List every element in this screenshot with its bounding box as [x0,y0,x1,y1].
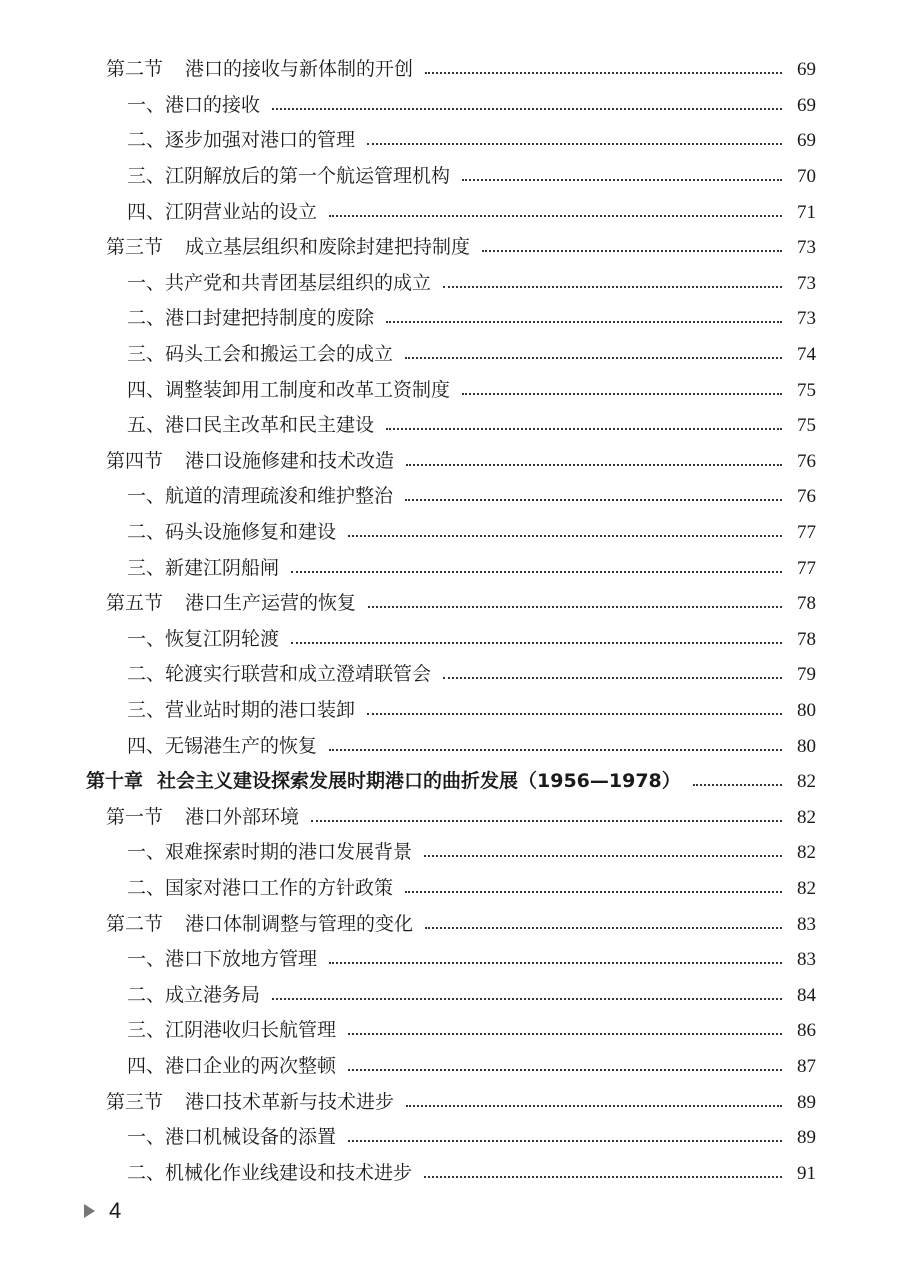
toc-page-number: 89 [797,1127,816,1149]
toc-entry-title: 一、艰难探索时期的港口发展背景 [127,841,413,864]
toc-entry-title: 成立基层组织和废除封建把持制度 [185,236,471,259]
toc-entry-title: 五、港口民主改革和民主建设 [127,414,375,437]
toc-entry-title: 二、成立港务局 [127,983,261,1006]
toc-item-row[interactable] [0,550,900,586]
dot-leader [693,783,782,786]
dot-leader [348,1068,782,1071]
toc-item-row[interactable] [0,1120,900,1156]
toc-entry-number: 第一节 [106,805,164,828]
toc-entry-title: 港口外部环境 [185,805,300,828]
dot-leader [462,178,782,181]
dot-leader [405,890,782,893]
toc-item-row[interactable] [0,301,900,337]
toc-item-row[interactable] [0,266,900,302]
toc-entry-title: 二、轮渡实行联营和成立澄靖联管会 [127,663,432,686]
dot-leader [405,498,782,501]
toc-page-number: 73 [797,308,816,330]
toc-entry-title: 一、共产党和共青团基层组织的成立 [127,271,432,294]
dot-leader [406,1104,782,1107]
toc-entry-title: 港口技术革新与技术进步 [185,1090,395,1113]
toc-entry-title: 港口设施修建和技术改造 [185,449,395,472]
toc-item-row[interactable] [0,515,900,551]
toc-entry-title: 三、码头工会和搬运工会的成立 [127,343,394,366]
toc-entry-title: 三、江阴港收归长航管理 [127,1019,337,1042]
toc-item-row[interactable] [0,123,900,159]
toc-page-number: 73 [797,237,816,259]
toc-entry-number: 第二节 [106,58,164,81]
dot-leader [311,819,782,822]
toc-item-row[interactable] [0,728,900,764]
toc-entry-title: 三、新建江阴船闸 [127,556,280,579]
toc-page-number: 71 [797,201,816,223]
toc-item-row[interactable] [0,88,900,124]
dot-leader [348,1139,782,1142]
toc-page-number: 87 [797,1055,816,1077]
dot-leader [425,71,782,74]
toc-page-number: 86 [797,1020,816,1042]
toc-page-number: 78 [797,593,816,615]
dot-leader [386,427,782,430]
toc-entry-number: 第五节 [106,592,164,615]
toc-item-row[interactable] [0,942,900,978]
toc-page-number: 77 [797,522,816,544]
toc-page-number: 82 [797,877,816,899]
toc-entry-title: 四、无锡港生产的恢复 [127,734,318,757]
dot-leader [386,320,782,323]
page-number: 4 [109,1198,122,1223]
triangle-right-icon [84,1204,95,1218]
dot-leader [406,463,782,466]
toc-page-number: 82 [797,842,816,864]
toc-page-number: 69 [797,94,816,116]
toc-page-number: 84 [797,984,816,1006]
toc-entry-number: 第三节 [106,1090,164,1113]
toc-page-number: 82 [797,806,816,828]
toc-section-row[interactable] [0,230,900,266]
dot-leader [443,285,782,288]
toc-item-row[interactable] [0,657,900,693]
dot-leader [291,641,782,644]
toc-item-row[interactable] [0,1155,900,1191]
toc-page-number: 82 [797,771,816,793]
toc-page-number: 76 [797,450,816,472]
toc-item-row[interactable] [0,1013,900,1049]
toc-section-row[interactable] [0,52,900,88]
toc-page-number: 79 [797,664,816,686]
toc-entry-title: 港口生产运营的恢复 [185,592,357,615]
toc-entry-title: 港口的接收与新体制的开创 [185,58,414,81]
toc-entry-title: 四、江阴营业站的设立 [127,200,318,223]
toc-item-row[interactable] [0,194,900,230]
dot-leader [424,854,782,857]
dot-leader [291,570,782,573]
toc-entry-title: 三、营业站时期的港口装卸 [127,698,356,721]
toc-page-number: 75 [797,379,816,401]
dot-leader [348,534,782,537]
toc-section-row[interactable] [0,906,900,942]
toc-page-number: 69 [797,130,816,152]
dot-leader [367,712,782,715]
toc-page-number: 70 [797,166,816,188]
toc-section-row[interactable] [0,799,900,835]
dot-leader [368,605,782,608]
dot-leader [367,142,782,145]
dot-leader [405,356,782,359]
toc-entry-number: 第三节 [106,236,164,259]
toc-page-number: 91 [797,1162,816,1184]
table-of-contents [0,52,900,1191]
toc-page-number: 74 [797,344,816,366]
dot-leader [272,997,782,1000]
toc-chapter-row[interactable] [0,764,900,800]
dot-leader [329,961,782,964]
dot-leader [443,676,782,679]
toc-item-row[interactable] [0,871,900,907]
toc-page-number: 83 [797,949,816,971]
toc-page-number: 80 [797,699,816,721]
dot-leader [329,214,782,217]
dot-leader [425,926,782,929]
toc-item-row[interactable] [0,159,900,195]
toc-section-row[interactable] [0,444,900,480]
toc-item-row[interactable] [0,408,900,444]
toc-entry-title: 三、江阴解放后的第一个航运管理机构 [127,165,451,188]
toc-entry-title: 四、调整装卸用工制度和改革工资制度 [127,378,451,401]
toc-item-row[interactable] [0,479,900,515]
toc-item-row[interactable] [0,337,900,373]
toc-entry-title: 一、恢复江阴轮渡 [127,627,280,650]
dot-leader [482,249,782,252]
toc-entry-title: 二、机械化作业线建设和技术进步 [127,1161,413,1184]
toc-entry-title: 二、逐步加强对港口的管理 [127,129,356,152]
toc-section-row[interactable] [0,586,900,622]
toc-page-number: 75 [797,415,816,437]
toc-item-row[interactable] [0,1049,900,1085]
toc-item-row[interactable] [0,622,900,658]
toc-entry-title: 二、国家对港口工作的方针政策 [127,876,394,899]
toc-entry-number: 第四节 [106,449,164,472]
toc-entry-title: 一、港口的接收 [127,93,261,116]
dot-leader [329,748,782,751]
toc-entry-title: 社会主义建设探索发展时期港口的曲折发展（1956—1978） [157,770,681,793]
toc-item-row[interactable] [0,372,900,408]
toc-entry-title: 一、航道的清理疏浚和维护整治 [127,485,394,508]
toc-entry-number: 第二节 [106,912,164,935]
toc-page-number: 77 [797,557,816,579]
toc-entry-title: 港口体制调整与管理的变化 [185,912,414,935]
toc-page-number: 89 [797,1091,816,1113]
dot-leader [272,107,782,110]
toc-entry-number: 第十章 [86,770,144,793]
toc-page-number: 83 [797,913,816,935]
toc-section-row[interactable] [0,1084,900,1120]
toc-page-number: 69 [797,59,816,81]
toc-entry-title: 二、港口封建把持制度的废除 [127,307,375,330]
toc-item-row[interactable] [0,693,900,729]
toc-entry-title: 一、港口机械设备的添置 [127,1126,337,1149]
dot-leader [348,1032,782,1035]
toc-item-row[interactable] [0,977,900,1013]
toc-page-number: 76 [797,486,816,508]
toc-entry-title: 二、码头设施修复和建设 [127,521,337,544]
page-footer [84,1198,121,1224]
dot-leader [462,392,782,395]
dot-leader [424,1175,782,1178]
toc-page-number: 78 [797,628,816,650]
toc-page-number: 80 [797,735,816,757]
toc-item-row[interactable] [0,835,900,871]
toc-page-number: 73 [797,272,816,294]
toc-entry-title: 一、港口下放地方管理 [127,948,318,971]
toc-entry-title: 四、港口企业的两次整顿 [127,1054,337,1077]
